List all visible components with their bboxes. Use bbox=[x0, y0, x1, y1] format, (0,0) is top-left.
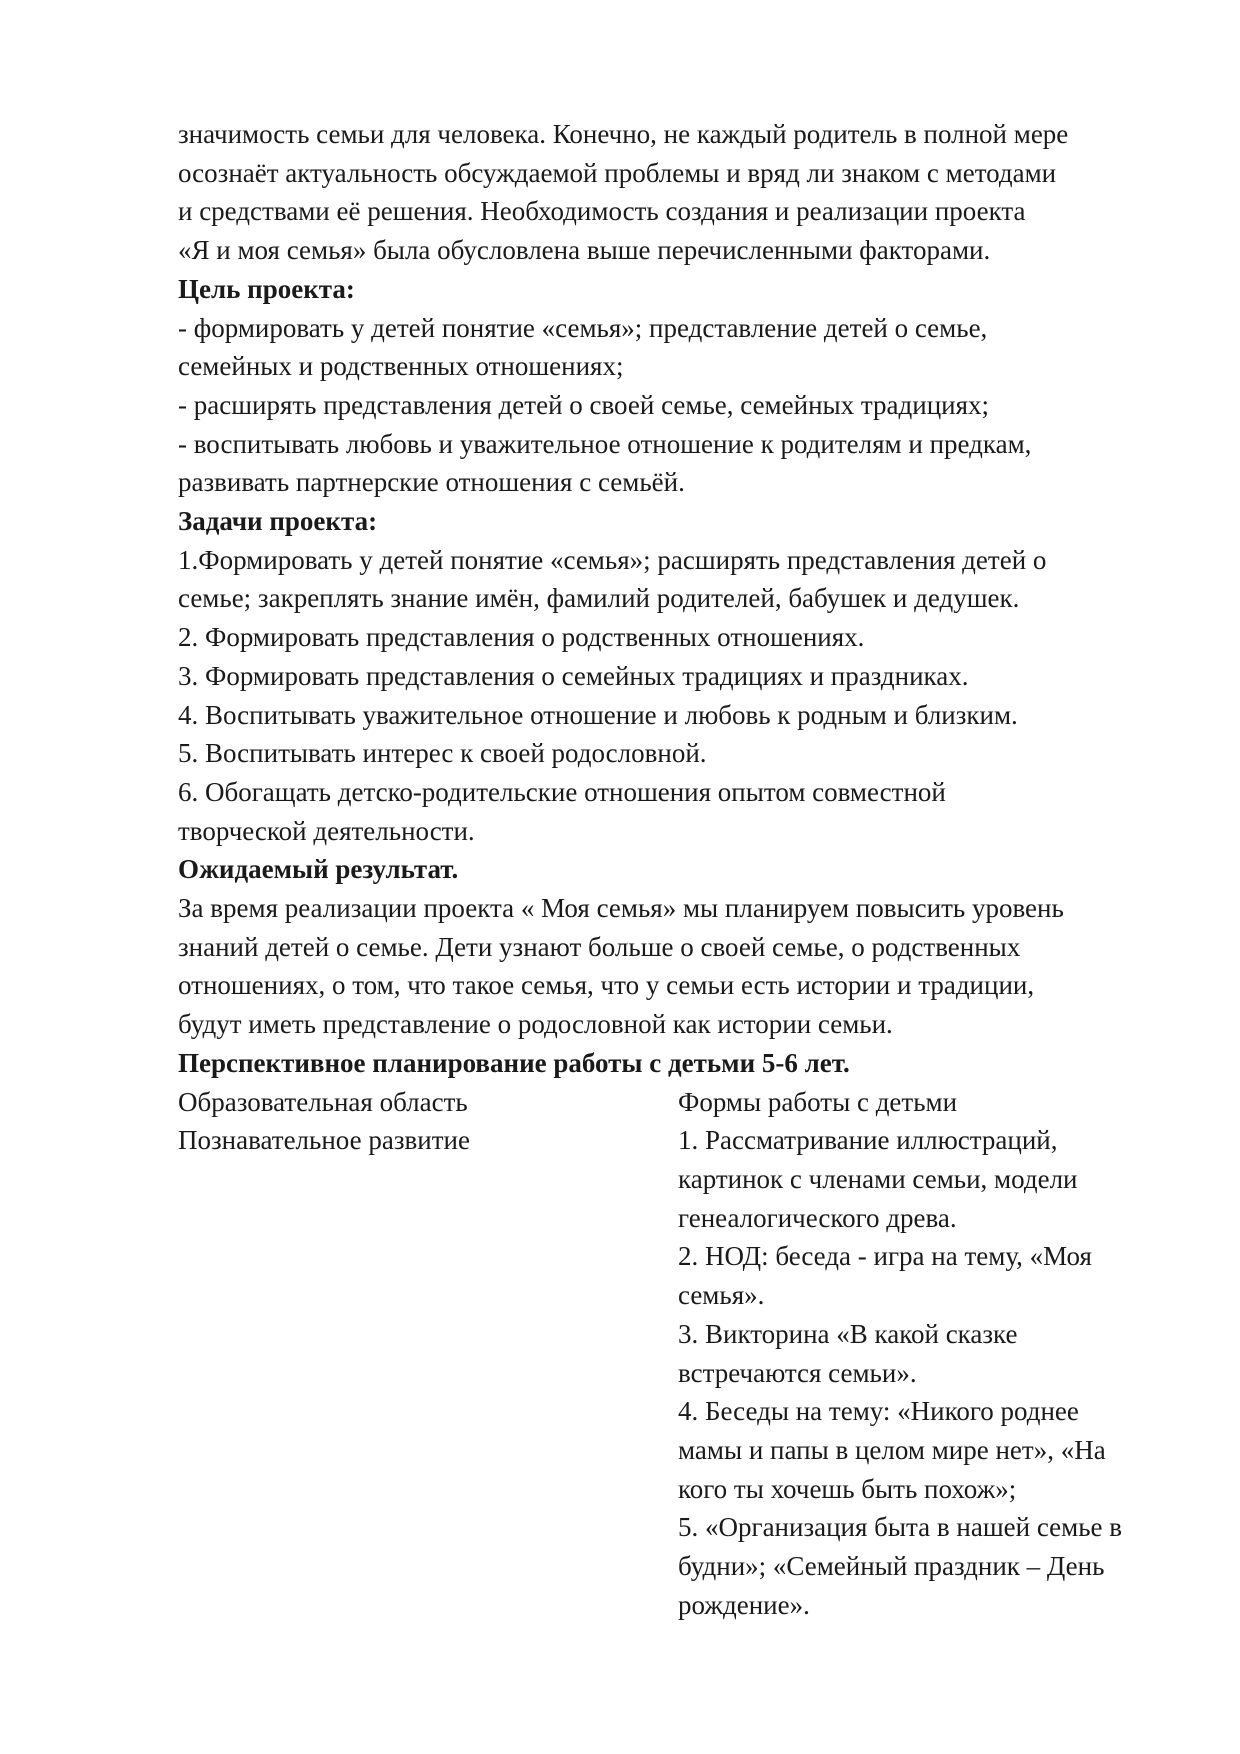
text-line: семье; закреплять знание имён, фамилий родителей, бабушек и дедушек. bbox=[178, 583, 1020, 614]
text-line: 1. Рассматривание иллюстраций, bbox=[678, 1125, 1058, 1156]
text-line: «Я и моя семья» была обусловлена выше перечисленными факторами. bbox=[178, 235, 991, 266]
planning-table bbox=[178, 1083, 1178, 1625]
text-line: развивать партнерские отношения с семьёй. bbox=[178, 467, 685, 498]
text-line: встречаются семьи». bbox=[678, 1357, 917, 1388]
text-line: 5. «Организация быта в нашей семье в bbox=[678, 1512, 1122, 1543]
text-line: и средствами её решения. Необходимость создания и реализации проекта bbox=[178, 196, 1026, 227]
tasks-heading: Задачи проекта: bbox=[178, 506, 378, 537]
text-line: отношениях, о том, что такое семья, что у семьи есть истории и традиции, bbox=[178, 970, 1035, 1001]
text-line: значимость семьи для человека. Конечно, не каждый родитель в полной мере bbox=[178, 119, 1069, 149]
text-line: 4. Беседы на тему: «Никого роднее bbox=[678, 1396, 1079, 1427]
intro-paragraph bbox=[178, 115, 1178, 270]
text-line: будут иметь представление о родословной как истории семьи. bbox=[178, 1009, 893, 1040]
text-line: семейных и родственных отношениях; bbox=[178, 351, 624, 382]
text-line: 6. Обогащать детско-родительские отношения опытом совместной bbox=[178, 776, 946, 807]
table-column-forms bbox=[678, 1083, 1168, 1625]
text-line: генеалогического древа. bbox=[678, 1202, 957, 1233]
text-line: - формировать у детей понятие «семья»; представление детей о семье, bbox=[178, 312, 988, 343]
column-header-forms: Формы работы с детьми bbox=[678, 1086, 958, 1117]
text-line: 3. Викторина «В какой сказке bbox=[678, 1318, 1018, 1349]
table-column-area bbox=[178, 1083, 678, 1625]
text-line: семья». bbox=[678, 1280, 765, 1311]
text-line: 2. НОД: беседа - игра на тему, «Моя bbox=[678, 1241, 1092, 1272]
text-line: осознаёт актуальность обсуждаемой проблемы и вряд ли знаком с методами bbox=[178, 157, 1057, 188]
text-line: картинок с членами семьи, модели bbox=[678, 1163, 1078, 1194]
tasks-section bbox=[178, 502, 1178, 850]
result-section bbox=[178, 850, 1178, 1044]
text-line: - расширять представления детей о своей семье, семейных традициях; bbox=[178, 389, 990, 420]
text-line: мамы и папы в целом мире нет», «На bbox=[678, 1434, 1106, 1465]
text-line: 2. Формировать представления о родственных отношениях. bbox=[178, 622, 865, 653]
text-line: 1.Формировать у детей понятие «семья»; расширять представления детей о bbox=[178, 544, 1047, 575]
result-heading: Ожидаемый результат. bbox=[178, 854, 459, 885]
text-line: За время реализации проекта « Моя семья» мы планируем повысить уровень bbox=[178, 893, 1064, 924]
text-line: творческой деятельности. bbox=[178, 815, 475, 846]
text-line: рождение». bbox=[678, 1589, 810, 1620]
planning-section bbox=[178, 1044, 1178, 1625]
text-line: кого ты хочешь быть похож»; bbox=[678, 1473, 1017, 1504]
text-line: знаний детей о семье. Дети узнают больше о своей семье, о родственных bbox=[178, 931, 1021, 962]
text-line: 5. Воспитывать интерес к своей родословной. bbox=[178, 738, 707, 769]
goal-heading: Цель проекта: bbox=[178, 273, 355, 304]
column-header-area: Образовательная область bbox=[178, 1086, 468, 1117]
text-line: 4. Воспитывать уважительное отношение и любовь к родным и близким. bbox=[178, 699, 1018, 730]
planning-heading: Перспективное планирование работы с детьми 5-6 лет. bbox=[178, 1047, 850, 1078]
text-line: - воспитывать любовь и уважительное отношение к родителям и предкам, bbox=[178, 428, 1032, 459]
text-line: 3. Формировать представления о семейных традициях и праздниках. bbox=[178, 660, 969, 691]
text-line: будни»; «Семейный праздник – День bbox=[678, 1551, 1105, 1582]
goal-section bbox=[178, 270, 1178, 502]
document-page bbox=[178, 115, 1178, 1624]
table-cell-area: Познавательное развитие bbox=[178, 1125, 470, 1156]
